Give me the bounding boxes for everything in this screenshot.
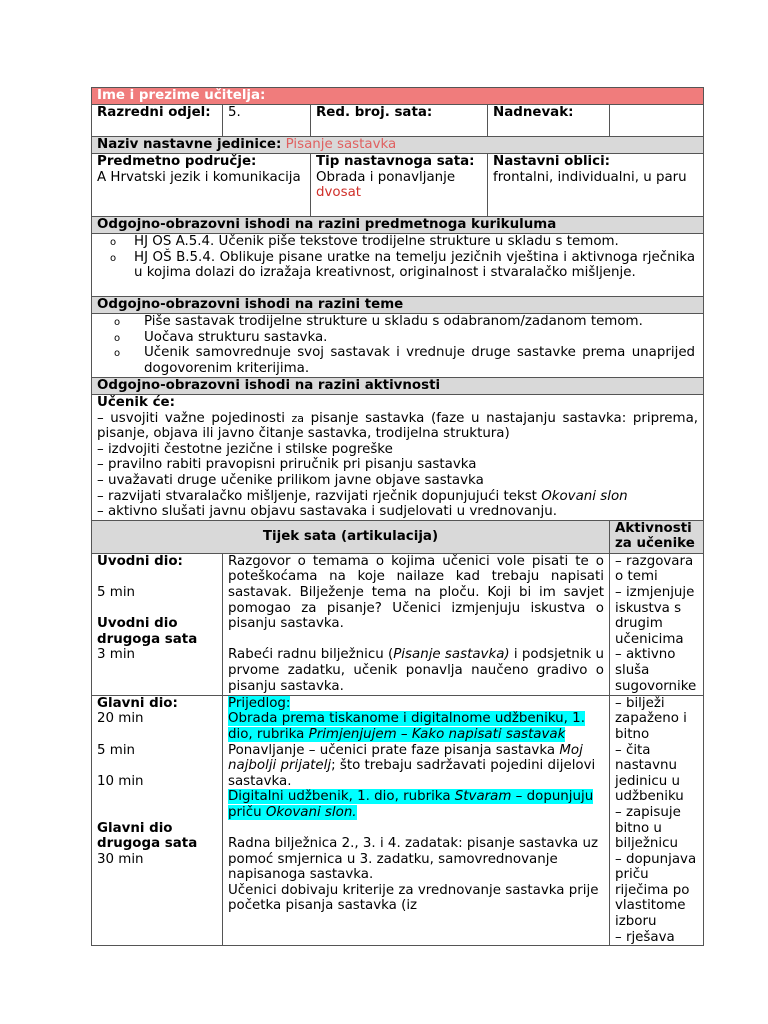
curriculum-outcomes-header — [92, 217, 704, 234]
list-item: o HJ OŠ A.5.4. Učenik piše tekstove trodijelne strukture u skladu s temom. — [110, 234, 619, 249]
curriculum-outcomes-list — [110, 234, 696, 281]
intro-activities-cell — [610, 553, 704, 695]
activity-item: – usvojiti važne pojedinosti za pisanje sastavka (faze u nastajanju sastavka: priprema, pisanje, objava ili javno čitanje sastavka, trodijelna struktura) — [97, 410, 699, 442]
subject-area-value: A Hrvatski jezik i komunikacija — [97, 169, 301, 185]
activity-list-item: – bilježi zapaženo i bitno — [615, 695, 687, 742]
main-part-time: 5 min — [97, 742, 136, 758]
list-item: o Piše sastavak trodijelne strukture u skladu s odabranom/zadanom temom. — [114, 314, 643, 329]
activity-list-item: – razgovara o temi — [615, 553, 694, 585]
teacher-name-label: Ime i prezime učitelja: — [92, 88, 704, 105]
lesson-type-extra: dvosat — [316, 185, 362, 201]
teaching-forms-cell — [488, 154, 704, 217]
theme-outcomes-list — [114, 314, 696, 376]
intro-second-label: Uvodni dio drugoga sata — [97, 616, 198, 647]
main-part-content: Prijedlog: Obrada prema tiskanome i digitalnome udžbeniku, 1. dio, rubrika Primjenjujem – Kako napisati sastavak Ponavljanje – učenici prate faze pisanja sastavka Moj najbolji prijatelj; što trebaju sadržavati pojedini dijelovi sastavka. Digitalni udžbenik, 1. dio, rubrika Stvaram – dopunjuju priču Okovani slon. Radna bilježnica 2., 3. i 4. zadatak: pisanje sastavka uz pomoć smjernica u 3. zadatku, samovrednovanje napisanoga sastavka. Učenici dobivaju kriterije za vrednovanje sastavka prije početka pisanja sastavka (iz — [223, 695, 610, 946]
subject-area-cell — [92, 154, 311, 217]
intro-part-time-cell — [92, 553, 223, 695]
class-label: Razredni odjel: — [92, 105, 223, 137]
list-item: o Učenik samovrednuje svoj sastavak i vrednuje druge sastavke prema unaprijed dogovorenim kriterijima. — [114, 345, 696, 376]
subject-row — [92, 154, 704, 217]
theme-outcomes-header — [92, 297, 704, 314]
activity-item: – uvažavati druge učenike prilikom javne objave sastavka — [97, 472, 484, 488]
theme-outcomes-row — [92, 314, 704, 378]
activity-item: – aktivno slušati javnu objavu sastavaka i sudjelovati u vrednovanju. — [97, 504, 557, 520]
subject-area-label: Predmetno područje: — [97, 154, 257, 169]
curriculum-outcomes-title: Odgojno-obrazovni ishodi na razini predmetnoga kurikuluma — [92, 217, 704, 234]
activity-list-item: – rješava — [615, 929, 675, 945]
main-second-time: 30 min — [97, 851, 144, 867]
intro-part-time: 5 min — [97, 584, 136, 600]
teacher-row — [92, 88, 704, 105]
activity-list-item: – aktivno sluša sugovornike — [615, 647, 697, 694]
lesson-type-cell — [311, 154, 488, 217]
teaching-forms-value: frontalni, individualni, u paru — [493, 169, 687, 185]
intro-part-label: Uvodni dio: — [97, 553, 183, 569]
activity-outcomes-header — [92, 378, 704, 395]
activity-item: – razvijati stvaralačko mišljenje, razvijati rječnik dopunjujući tekst Okovani slon — [97, 488, 628, 504]
main-part-label: Glavni dio: — [97, 695, 178, 711]
activity-list-item: – izmjenjuje iskustva s drugim učenicima — [615, 584, 695, 647]
student-activities-title: Aktivnosti za učenike — [610, 520, 704, 553]
activity-list-item: – zapisuje bitno u bilježnicu — [615, 804, 681, 852]
activity-outcomes-title: Odgojno-obrazovni ishodi na razini aktivnosti — [92, 378, 704, 395]
flow-title: Tijek sata (artikulacija) — [92, 520, 610, 553]
date-value — [610, 105, 704, 137]
activity-intro: Učenik će: — [97, 395, 175, 410]
intro-second-time: 3 min — [97, 647, 136, 663]
curriculum-outcomes-row — [92, 234, 704, 297]
theme-outcomes-title: Odgojno-obrazovni ishodi na razini teme — [92, 297, 704, 314]
proposal-label: Prijedlog: — [228, 695, 291, 711]
lesson-name-value: Pisanje sastavka — [285, 137, 397, 152]
lesson-number-label: Red. broj. sata: — [311, 105, 488, 137]
lesson-name-label: Naziv nastavne jedinice: — [97, 137, 282, 152]
list-item: o HJ OŠ B.5.4. Oblikuje pisane uratke na temelju jezičnih vještina i aktivnoga rječnika u kojima dolazi do izražaja kreativnost, originalnost i stvaralačko mišljenje. — [110, 249, 696, 281]
teaching-forms-label: Nastavni oblici: — [493, 154, 611, 169]
class-value: 5. — [223, 105, 311, 137]
lesson-type-value: Obrada i ponavljanje — [316, 169, 456, 185]
lesson-name-row — [92, 137, 704, 154]
list-item: o Uočava strukturu sastavka. — [114, 329, 328, 345]
main-activities-cell — [610, 695, 704, 946]
activity-list-item: – dopunjava priču riječima po vlastitome izboru — [615, 851, 697, 930]
intro-part-row — [92, 553, 704, 695]
activity-item: – izdvojiti čestotne jezične i stilske pogreške — [97, 441, 393, 457]
info-row — [92, 105, 704, 137]
main-part-time: 10 min — [97, 773, 144, 789]
main-part-time-cell — [92, 695, 223, 946]
activity-item: – pravilno rabiti pravopisni priručnik pri pisanju sastavka — [97, 457, 477, 473]
lesson-plan-table — [91, 87, 704, 946]
main-second-label: Glavni dio drugoga sata — [97, 820, 198, 852]
activity-outcomes-row — [92, 395, 704, 521]
intro-part-content: Razgovor o temama o kojima učenici vole pisati te o poteškoćama na koje nailaze kad trebaju napisati sastavak. Bilježenje tema na ploču. Koji bi im savjet pomogao za pisanje? Učenici izmjenjuju iskustva o pisanju sastavka. Rabeći radnu bilježnicu (Pisanje sastavka) i podsjetnik u prvome zadatku, učenik ponavlja naučeno gradivo o pisanju sastavka. — [223, 553, 610, 695]
date-label: Nadnevak: — [488, 105, 610, 137]
lesson-type-label: Tip nastavnoga sata: — [316, 154, 475, 169]
flow-header-row — [92, 520, 704, 553]
lesson-plan-document — [91, 87, 703, 946]
main-part-row — [92, 695, 704, 946]
activity-list-item: – čita nastavnu jedinicu u udžbeniku — [615, 742, 684, 805]
main-part-time: 20 min — [97, 711, 144, 727]
